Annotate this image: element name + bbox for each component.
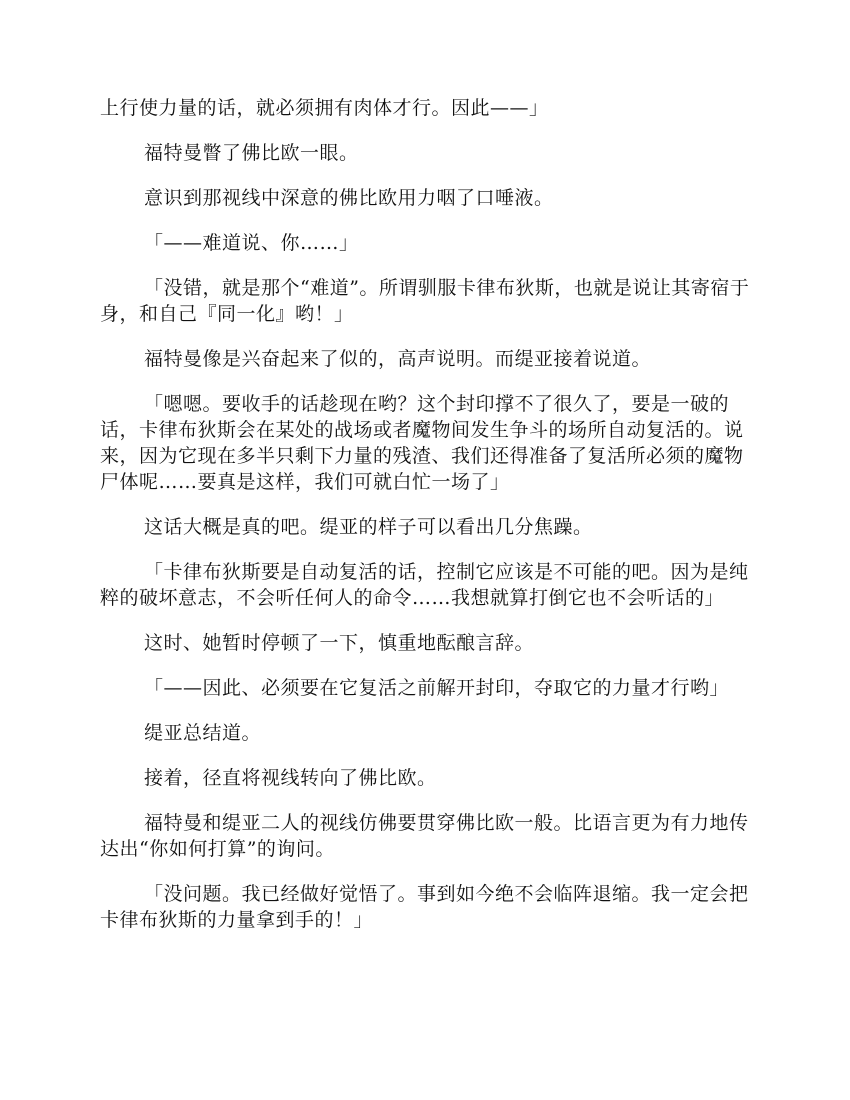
paragraph: 这话大概是真的吧。缇亚的样子可以看出几分焦躁。 <box>144 516 593 538</box>
paragraph: 这时、她暂时停顿了一下，慎重地酝酿言辞。 <box>144 632 535 654</box>
paragraph: 上行使力量的话，就必须拥有肉体才行。因此——」 <box>100 97 549 119</box>
document-body <box>100 95 755 952</box>
paragraph: 「——因此、必须要在它复活之前解开封印，夺取它的力量才行哟」 <box>144 677 730 699</box>
paragraph: 福特曼瞥了佛比欧一眼。 <box>144 142 359 164</box>
paragraph: 意识到那视线中深意的佛比欧用力咽了口唾液。 <box>144 187 554 209</box>
paragraph: 「没问题。我已经做好觉悟了。事到如今绝不会临阵退缩。我一定会把卡律布狄斯的力量拿到手的！」 <box>100 883 749 931</box>
paragraph: 福特曼像是兴奋起来了似的，高声说明。而缇亚接着说道。 <box>144 348 652 370</box>
paragraph: 「卡律布狄斯要是自动复活的话，控制它应该是不可能的吧。因为是纯粹的破坏意志，不会听任何人的命令……我想就算打倒它也不会听话的」 <box>100 561 749 609</box>
paragraph: 「没错，就是那个“难道”。所谓驯服卡律布狄斯，也就是说让其寄宿于身，和自己『同一化』哟！」 <box>100 277 750 325</box>
paragraph: 福特曼和缇亚二人的视线仿佛要贯穿佛比欧一般。比语言更为有力地传达出“你如何打算”的询问。 <box>100 812 749 860</box>
paragraph: 「嗯嗯。要收手的话趁现在哟？这个封印撑不了很久了，要是一破的话，卡律布狄斯会在某处的战场或者魔物间发生争斗的场所自动复活的。说来，因为它现在多半只剩下力量的残渣、我们还得准备了复活所必须的魔物尸体呢……要真是这样，我们可就白忙一场了」 <box>100 393 744 493</box>
paragraph: 缇亚总结道。 <box>144 722 262 744</box>
paragraph: 接着，径直将视线转向了佛比欧。 <box>144 767 437 789</box>
paragraph: 「——难道说、你……」 <box>144 232 359 254</box>
